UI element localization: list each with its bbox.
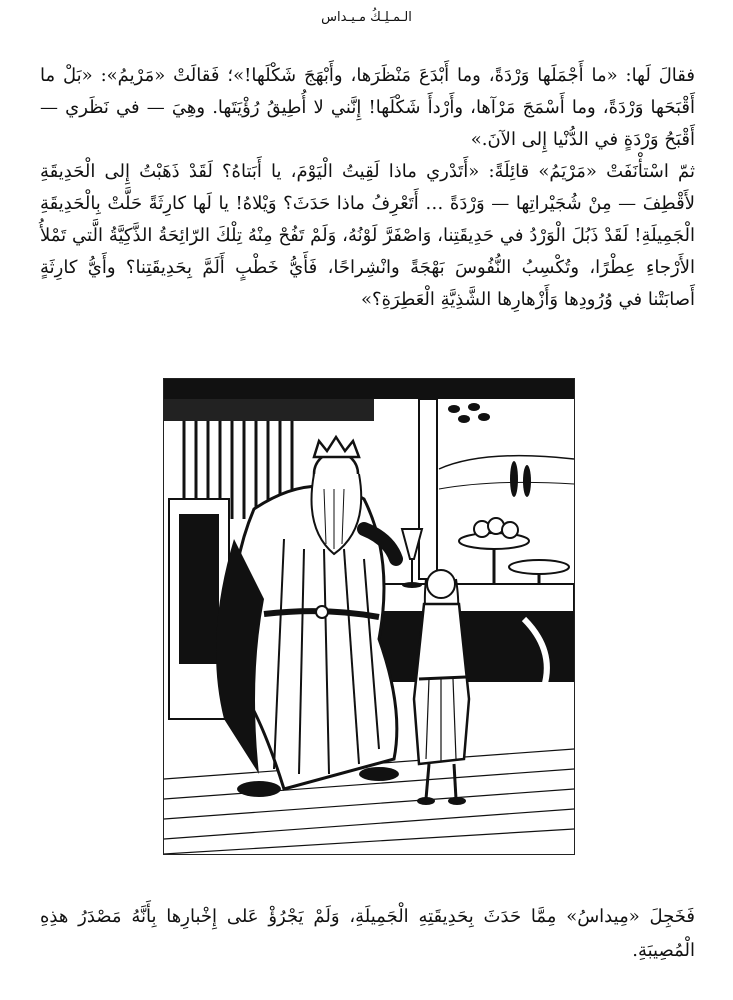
closing-text [40, 900, 695, 968]
paragraph-2: ثمّ اسْتأْنَفَتْ «مَرْيَمُ» قائِلَةً: «أَتَدْري ماذا لَقِيتُ الْيَوْمَ، يا أَبَتاهُ؟ لَقَدْ ذَهَبْتُ إِلى الْحَدِيقَةِ لأَقْطِفَ — مِنْ شُجَيْراتِها — وَرْدَةً … أَتَعْرِفُ ماذا حَدَثَ؟ وَيْلاهُ! يا لَها كارِثَةً حَلَّتْ بِالْحَدِيقَةِ الْجَمِيلَةِ! لَقَدْ ذَبُلَ الْوَرْدُ في حَدِيقَتِنا، وَاصْفَرَّ لَوْنُهُ، وَلَمْ تَفُحْ مِنْهُ تِلْكَ الرّائِحَةُ الذَّكِيَّةُ الَّتي تَمْلأُ الأَرْجاءِ عِطْرًا، وتُكْسِبُ النُّفُوسَ بَهْجَةً وانْشِراحًا، فَأَيُّ خَطْبٍ أَلَمَّ بِحَدِيقَتِنا؟ وأَيُّ كارِثَةٍ أَصابَتْنا في وُرُودِها وَأَزْهارِها الشَّذِيَّةِ الْعَطِرَةِ؟» [40, 161, 695, 310]
paragraph-closing: فَخَجِلَ «مِيداسُ» مِمَّا حَدَثَ بِحَدِيقَتِهِ الْجَمِيلَةِ، وَلَمْ يَجْرُؤْ عَلى إِخْبارِها بِأَنَّهُ مَصْدَرُ هذِهِ الْمُصِيبَةِ. [40, 906, 695, 961]
story-text [40, 60, 695, 316]
paragraph-1: فقالَ لَها: «ما أَجْمَلَها وَرْدَةً، وما أَبْدَعَ مَنْظَرَها، وأَبْهَجَ شَكْلَها!»؛ فَقالَتْ «مَرْيمُ»: «بَلْ ما أَقْبَحَها وَرْدَةً، وما أَسْمَجَ مَرْآها، وأَرْدأَ شَكْلَها! إِنَّني لا أُطِيقُ رُؤْيَتَها. وهِيَ — في نَظَري — أَقْبَحُ وَرْدَةٍ في الدُّنْيا إِلى الآنَ.» [40, 65, 695, 150]
page-header: الـمـلِـكُ مـيـداس [321, 10, 412, 25]
king-midas-illustration [163, 378, 575, 855]
